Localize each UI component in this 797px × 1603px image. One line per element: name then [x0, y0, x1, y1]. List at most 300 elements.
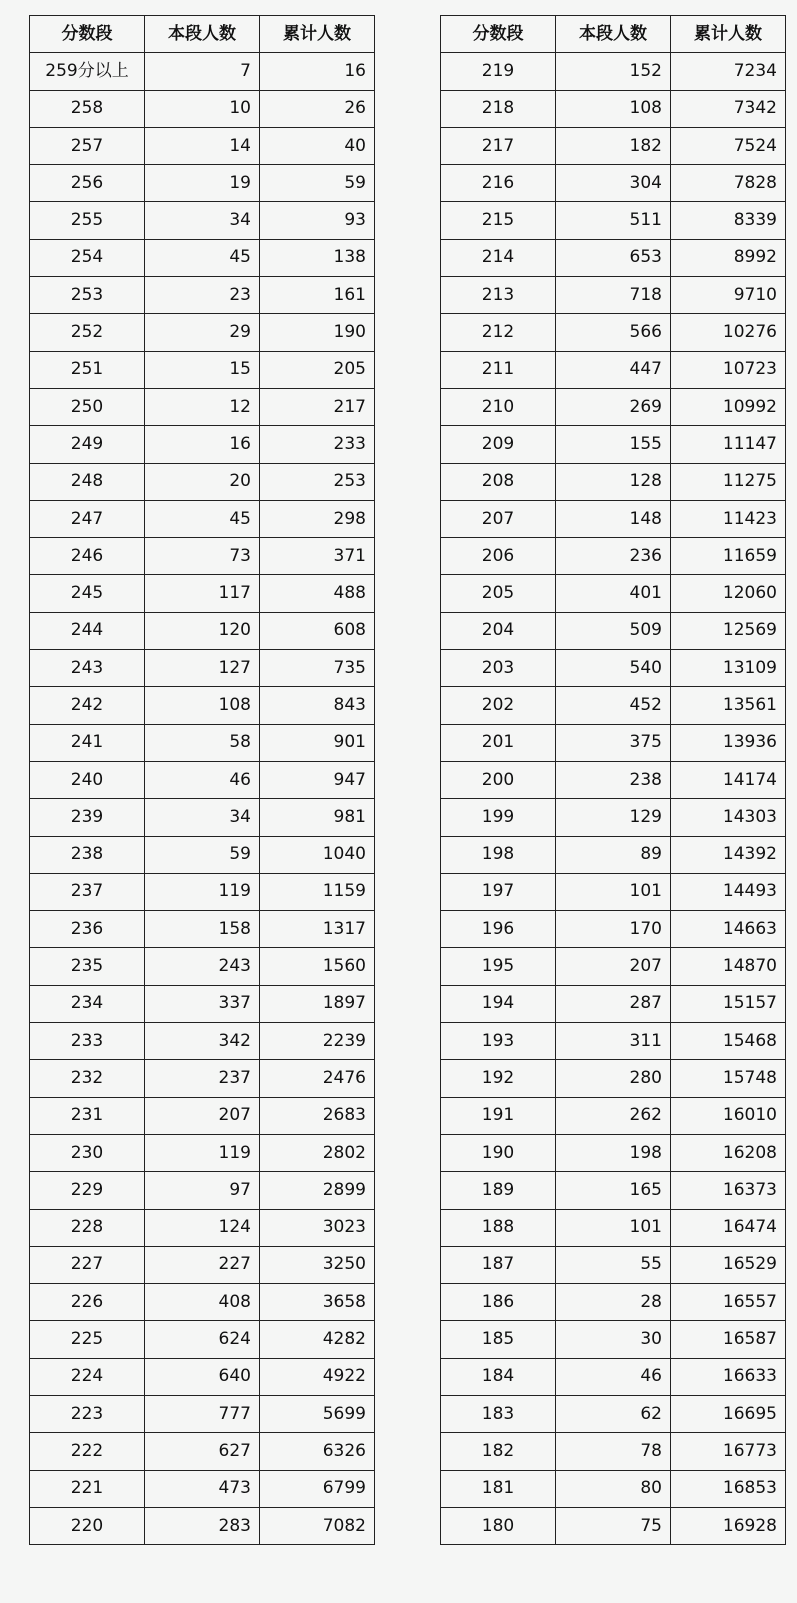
- cell-segment-count: 640: [145, 1358, 260, 1395]
- cell-cumulative-count: 253: [260, 463, 375, 500]
- cell-cumulative-count: 16373: [671, 1172, 786, 1209]
- cell-cumulative-count: 6799: [260, 1470, 375, 1507]
- cell-segment-count: 16: [145, 426, 260, 463]
- header-cumulative-count: 累计人数: [671, 16, 786, 53]
- cell-segment-count: 155: [556, 426, 671, 463]
- cell-cumulative-count: 10723: [671, 351, 786, 388]
- cell-score-range: 232: [30, 1060, 145, 1097]
- cell-segment-count: 14: [145, 127, 260, 164]
- table-row: [30, 873, 375, 910]
- cell-score-range: 245: [30, 575, 145, 612]
- cell-cumulative-count: 7342: [671, 90, 786, 127]
- cell-cumulative-count: 3658: [260, 1284, 375, 1321]
- cell-score-range: 242: [30, 687, 145, 724]
- cell-score-range: 205: [441, 575, 556, 612]
- table-row: [30, 650, 375, 687]
- cell-cumulative-count: 735: [260, 650, 375, 687]
- table-row: [441, 165, 786, 202]
- cell-cumulative-count: 7082: [260, 1507, 375, 1544]
- cell-score-range: 211: [441, 351, 556, 388]
- table-row: [30, 836, 375, 873]
- cell-cumulative-count: 15468: [671, 1023, 786, 1060]
- table-row: [30, 202, 375, 239]
- cell-cumulative-count: 1159: [260, 873, 375, 910]
- cell-segment-count: 311: [556, 1023, 671, 1060]
- cell-cumulative-count: 16633: [671, 1358, 786, 1395]
- table-row: [441, 687, 786, 724]
- cell-segment-count: 128: [556, 463, 671, 500]
- table-row: [30, 799, 375, 836]
- table-row: [441, 239, 786, 276]
- cell-segment-count: 62: [556, 1395, 671, 1432]
- table-row: [441, 724, 786, 761]
- cell-cumulative-count: 2683: [260, 1097, 375, 1134]
- cell-score-range: 253: [30, 277, 145, 314]
- cell-score-range: 198: [441, 836, 556, 873]
- cell-score-range: 193: [441, 1023, 556, 1060]
- table-row: [441, 650, 786, 687]
- cell-segment-count: 119: [145, 1134, 260, 1171]
- table-row: [441, 873, 786, 910]
- cell-segment-count: 566: [556, 314, 671, 351]
- table-row: [30, 1246, 375, 1283]
- table-row: [30, 911, 375, 948]
- table-row: [30, 1395, 375, 1432]
- cell-cumulative-count: 8992: [671, 239, 786, 276]
- cell-score-range: 180: [441, 1507, 556, 1544]
- cell-score-range: 203: [441, 650, 556, 687]
- cell-segment-count: 401: [556, 575, 671, 612]
- cell-cumulative-count: 93: [260, 202, 375, 239]
- cell-score-range: 191: [441, 1097, 556, 1134]
- cell-cumulative-count: 14392: [671, 836, 786, 873]
- cell-segment-count: 207: [556, 948, 671, 985]
- cell-segment-count: 287: [556, 985, 671, 1022]
- cell-segment-count: 10: [145, 90, 260, 127]
- cell-cumulative-count: 1040: [260, 836, 375, 873]
- cell-score-range: 223: [30, 1395, 145, 1432]
- cell-score-range: 190: [441, 1134, 556, 1171]
- cell-segment-count: 718: [556, 277, 671, 314]
- cell-score-range: 197: [441, 873, 556, 910]
- table-row: [441, 500, 786, 537]
- table-row: [441, 1358, 786, 1395]
- cell-cumulative-count: 1560: [260, 948, 375, 985]
- cell-segment-count: 29: [145, 314, 260, 351]
- table-row: [441, 463, 786, 500]
- cell-cumulative-count: 6326: [260, 1433, 375, 1470]
- cell-segment-count: 117: [145, 575, 260, 612]
- table-row: [30, 314, 375, 351]
- cell-score-range: 229: [30, 1172, 145, 1209]
- cell-segment-count: 509: [556, 612, 671, 649]
- cell-cumulative-count: 15157: [671, 985, 786, 1022]
- cell-cumulative-count: 13109: [671, 650, 786, 687]
- cell-score-range: 217: [441, 127, 556, 164]
- cell-score-range: 255: [30, 202, 145, 239]
- cell-cumulative-count: 13936: [671, 724, 786, 761]
- table-row: [30, 1097, 375, 1134]
- cell-cumulative-count: 9710: [671, 277, 786, 314]
- cell-score-range: 199: [441, 799, 556, 836]
- cell-segment-count: 78: [556, 1433, 671, 1470]
- table-body-left: [30, 53, 375, 1545]
- table-row: [441, 426, 786, 463]
- table-row: [30, 53, 375, 90]
- table-row: [30, 948, 375, 985]
- cell-cumulative-count: 59: [260, 165, 375, 202]
- cell-cumulative-count: 2239: [260, 1023, 375, 1060]
- cell-score-range: 210: [441, 388, 556, 425]
- table-row: [30, 1321, 375, 1358]
- cell-segment-count: 262: [556, 1097, 671, 1134]
- table-header-row: [30, 16, 375, 53]
- cell-segment-count: 170: [556, 911, 671, 948]
- cell-score-range: 195: [441, 948, 556, 985]
- cell-cumulative-count: 16208: [671, 1134, 786, 1171]
- cell-score-range: 213: [441, 277, 556, 314]
- cell-score-range: 215: [441, 202, 556, 239]
- cell-segment-count: 58: [145, 724, 260, 761]
- cell-score-range: 216: [441, 165, 556, 202]
- cell-score-range: 230: [30, 1134, 145, 1171]
- cell-score-range: 237: [30, 873, 145, 910]
- table-row: [441, 799, 786, 836]
- cell-score-range: 207: [441, 500, 556, 537]
- cell-cumulative-count: 843: [260, 687, 375, 724]
- table-row: [441, 1246, 786, 1283]
- table-row: [30, 500, 375, 537]
- cell-segment-count: 269: [556, 388, 671, 425]
- cell-cumulative-count: 2899: [260, 1172, 375, 1209]
- table-row: [30, 1060, 375, 1097]
- table-row: [441, 538, 786, 575]
- cell-cumulative-count: 981: [260, 799, 375, 836]
- table-row: [30, 388, 375, 425]
- cell-segment-count: 19: [145, 165, 260, 202]
- cell-segment-count: 227: [145, 1246, 260, 1283]
- cell-cumulative-count: 14493: [671, 873, 786, 910]
- cell-score-range: 183: [441, 1395, 556, 1432]
- table-row: [441, 1172, 786, 1209]
- cell-segment-count: 30: [556, 1321, 671, 1358]
- table-row: [30, 351, 375, 388]
- table-row: [441, 127, 786, 164]
- table-row: [441, 1209, 786, 1246]
- cell-cumulative-count: 11659: [671, 538, 786, 575]
- cell-segment-count: 34: [145, 799, 260, 836]
- cell-segment-count: 34: [145, 202, 260, 239]
- cell-score-range: 201: [441, 724, 556, 761]
- cell-segment-count: 12: [145, 388, 260, 425]
- cell-segment-count: 45: [145, 239, 260, 276]
- cell-cumulative-count: 16529: [671, 1246, 786, 1283]
- cell-segment-count: 777: [145, 1395, 260, 1432]
- cell-segment-count: 152: [556, 53, 671, 90]
- cell-cumulative-count: 1897: [260, 985, 375, 1022]
- cell-score-range: 246: [30, 538, 145, 575]
- cell-score-range: 233: [30, 1023, 145, 1060]
- cell-score-range: 241: [30, 724, 145, 761]
- cell-score-range: 244: [30, 612, 145, 649]
- cell-score-range: 226: [30, 1284, 145, 1321]
- cell-score-range: 251: [30, 351, 145, 388]
- cell-score-range: 219: [441, 53, 556, 90]
- cell-score-range: 239: [30, 799, 145, 836]
- cell-score-range: 257: [30, 127, 145, 164]
- table-row: [441, 911, 786, 948]
- cell-segment-count: 20: [145, 463, 260, 500]
- table-row: [30, 1134, 375, 1171]
- cell-score-range: 238: [30, 836, 145, 873]
- cell-segment-count: 15: [145, 351, 260, 388]
- cell-cumulative-count: 1317: [260, 911, 375, 948]
- cell-score-range: 228: [30, 1209, 145, 1246]
- cell-segment-count: 408: [145, 1284, 260, 1321]
- table-row: [441, 314, 786, 351]
- cell-score-range: 249: [30, 426, 145, 463]
- cell-cumulative-count: 16474: [671, 1209, 786, 1246]
- cell-score-range: 196: [441, 911, 556, 948]
- cell-cumulative-count: 298: [260, 500, 375, 537]
- cell-score-range: 186: [441, 1284, 556, 1321]
- table-row: [441, 1097, 786, 1134]
- cell-cumulative-count: 26: [260, 90, 375, 127]
- cell-segment-count: 124: [145, 1209, 260, 1246]
- cell-segment-count: 624: [145, 1321, 260, 1358]
- table-row: [30, 463, 375, 500]
- cell-cumulative-count: 8339: [671, 202, 786, 239]
- cell-segment-count: 243: [145, 948, 260, 985]
- table-row: [30, 985, 375, 1022]
- cell-cumulative-count: 16853: [671, 1470, 786, 1507]
- cell-segment-count: 447: [556, 351, 671, 388]
- cell-cumulative-count: 947: [260, 761, 375, 798]
- cell-segment-count: 127: [145, 650, 260, 687]
- cell-cumulative-count: 11147: [671, 426, 786, 463]
- table-row: [30, 1209, 375, 1246]
- cell-segment-count: 283: [145, 1507, 260, 1544]
- table-row: [441, 1507, 786, 1544]
- table-row: [30, 687, 375, 724]
- header-segment-count: 本段人数: [145, 16, 260, 53]
- cell-cumulative-count: 190: [260, 314, 375, 351]
- cell-score-range: 250: [30, 388, 145, 425]
- score-table-right: [440, 15, 786, 1545]
- cell-segment-count: 108: [556, 90, 671, 127]
- cell-segment-count: 375: [556, 724, 671, 761]
- cell-segment-count: 101: [556, 873, 671, 910]
- cell-cumulative-count: 161: [260, 277, 375, 314]
- table-row: [441, 277, 786, 314]
- cell-score-range: 236: [30, 911, 145, 948]
- cell-cumulative-count: 12569: [671, 612, 786, 649]
- cell-score-range: 212: [441, 314, 556, 351]
- table-row: [30, 277, 375, 314]
- cell-cumulative-count: 10992: [671, 388, 786, 425]
- cell-score-range: 185: [441, 1321, 556, 1358]
- cell-cumulative-count: 15748: [671, 1060, 786, 1097]
- table-row: [30, 1358, 375, 1395]
- cell-cumulative-count: 2476: [260, 1060, 375, 1097]
- cell-segment-count: 627: [145, 1433, 260, 1470]
- cell-segment-count: 23: [145, 277, 260, 314]
- cell-score-range: 225: [30, 1321, 145, 1358]
- cell-segment-count: 653: [556, 239, 671, 276]
- cell-segment-count: 511: [556, 202, 671, 239]
- table-row: [441, 1433, 786, 1470]
- table-row: [30, 724, 375, 761]
- cell-cumulative-count: 3023: [260, 1209, 375, 1246]
- cell-score-range: 248: [30, 463, 145, 500]
- cell-cumulative-count: 608: [260, 612, 375, 649]
- cell-segment-count: 73: [145, 538, 260, 575]
- table-row: [30, 1284, 375, 1321]
- cell-segment-count: 55: [556, 1246, 671, 1283]
- cell-cumulative-count: 7828: [671, 165, 786, 202]
- cell-score-range: 218: [441, 90, 556, 127]
- cell-cumulative-count: 14303: [671, 799, 786, 836]
- cell-segment-count: 236: [556, 538, 671, 575]
- cell-score-range: 222: [30, 1433, 145, 1470]
- cell-cumulative-count: 5699: [260, 1395, 375, 1432]
- cell-cumulative-count: 14174: [671, 761, 786, 798]
- cell-score-range: 227: [30, 1246, 145, 1283]
- cell-segment-count: 7: [145, 53, 260, 90]
- table-header-row: [441, 16, 786, 53]
- table-row: [441, 1134, 786, 1171]
- cell-score-range: 247: [30, 500, 145, 537]
- cell-cumulative-count: 40: [260, 127, 375, 164]
- cell-score-range: 259分以上: [30, 53, 145, 90]
- table-row: [441, 948, 786, 985]
- cell-segment-count: 452: [556, 687, 671, 724]
- cell-segment-count: 120: [145, 612, 260, 649]
- cell-cumulative-count: 11275: [671, 463, 786, 500]
- header-segment-count: 本段人数: [556, 16, 671, 53]
- header-score-range: 分数段: [441, 16, 556, 53]
- table-row: [441, 985, 786, 1022]
- table-row: [441, 388, 786, 425]
- cell-cumulative-count: 16: [260, 53, 375, 90]
- cell-score-range: 220: [30, 1507, 145, 1544]
- cell-cumulative-count: 16557: [671, 1284, 786, 1321]
- table-row: [441, 202, 786, 239]
- cell-cumulative-count: 11423: [671, 500, 786, 537]
- cell-cumulative-count: 4282: [260, 1321, 375, 1358]
- cell-score-range: 243: [30, 650, 145, 687]
- cell-cumulative-count: 16587: [671, 1321, 786, 1358]
- table-row: [30, 239, 375, 276]
- cell-segment-count: 148: [556, 500, 671, 537]
- cell-segment-count: 101: [556, 1209, 671, 1246]
- cell-score-range: 221: [30, 1470, 145, 1507]
- cell-cumulative-count: 4922: [260, 1358, 375, 1395]
- cell-segment-count: 119: [145, 873, 260, 910]
- cell-score-range: 188: [441, 1209, 556, 1246]
- table-row: [30, 1470, 375, 1507]
- cell-score-range: 256: [30, 165, 145, 202]
- table-row: [441, 1060, 786, 1097]
- cell-segment-count: 280: [556, 1060, 671, 1097]
- cell-score-range: 235: [30, 948, 145, 985]
- cell-score-range: 202: [441, 687, 556, 724]
- table-row: [441, 761, 786, 798]
- cell-score-range: 231: [30, 1097, 145, 1134]
- cell-segment-count: 108: [145, 687, 260, 724]
- table-row: [441, 612, 786, 649]
- cell-score-range: 194: [441, 985, 556, 1022]
- table-row: [441, 1395, 786, 1432]
- cell-cumulative-count: 371: [260, 538, 375, 575]
- cell-cumulative-count: 14663: [671, 911, 786, 948]
- cell-cumulative-count: 217: [260, 388, 375, 425]
- table-row: [30, 1433, 375, 1470]
- table-body-right: [441, 53, 786, 1545]
- table-row: [30, 612, 375, 649]
- cell-segment-count: 198: [556, 1134, 671, 1171]
- cell-score-range: 224: [30, 1358, 145, 1395]
- table-row: [441, 1023, 786, 1060]
- cell-cumulative-count: 233: [260, 426, 375, 463]
- cell-cumulative-count: 2802: [260, 1134, 375, 1171]
- table-row: [441, 90, 786, 127]
- table-row: [30, 127, 375, 164]
- cell-segment-count: 80: [556, 1470, 671, 1507]
- cell-cumulative-count: 7524: [671, 127, 786, 164]
- table-row: [441, 575, 786, 612]
- table-row: [30, 1507, 375, 1544]
- cell-score-range: 209: [441, 426, 556, 463]
- cell-cumulative-count: 10276: [671, 314, 786, 351]
- cell-segment-count: 46: [556, 1358, 671, 1395]
- cell-cumulative-count: 901: [260, 724, 375, 761]
- cell-score-range: 214: [441, 239, 556, 276]
- cell-cumulative-count: 16928: [671, 1507, 786, 1544]
- cell-score-range: 184: [441, 1358, 556, 1395]
- cell-score-range: 204: [441, 612, 556, 649]
- cell-segment-count: 182: [556, 127, 671, 164]
- cell-segment-count: 59: [145, 836, 260, 873]
- cell-cumulative-count: 205: [260, 351, 375, 388]
- score-table-left: [29, 15, 375, 1545]
- table-row: [30, 165, 375, 202]
- cell-score-range: 192: [441, 1060, 556, 1097]
- cell-segment-count: 129: [556, 799, 671, 836]
- cell-segment-count: 337: [145, 985, 260, 1022]
- header-score-range: 分数段: [30, 16, 145, 53]
- cell-score-range: 258: [30, 90, 145, 127]
- cell-segment-count: 75: [556, 1507, 671, 1544]
- cell-cumulative-count: 7234: [671, 53, 786, 90]
- table-row: [441, 53, 786, 90]
- table-row: [441, 351, 786, 388]
- cell-cumulative-count: 3250: [260, 1246, 375, 1283]
- cell-segment-count: 46: [145, 761, 260, 798]
- cell-cumulative-count: 488: [260, 575, 375, 612]
- cell-score-range: 182: [441, 1433, 556, 1470]
- table-row: [30, 538, 375, 575]
- cell-cumulative-count: 16773: [671, 1433, 786, 1470]
- cell-cumulative-count: 138: [260, 239, 375, 276]
- cell-score-range: 187: [441, 1246, 556, 1283]
- cell-segment-count: 28: [556, 1284, 671, 1321]
- table-row: [30, 575, 375, 612]
- cell-cumulative-count: 16695: [671, 1395, 786, 1432]
- cell-score-range: 234: [30, 985, 145, 1022]
- cell-score-range: 200: [441, 761, 556, 798]
- table-row: [30, 761, 375, 798]
